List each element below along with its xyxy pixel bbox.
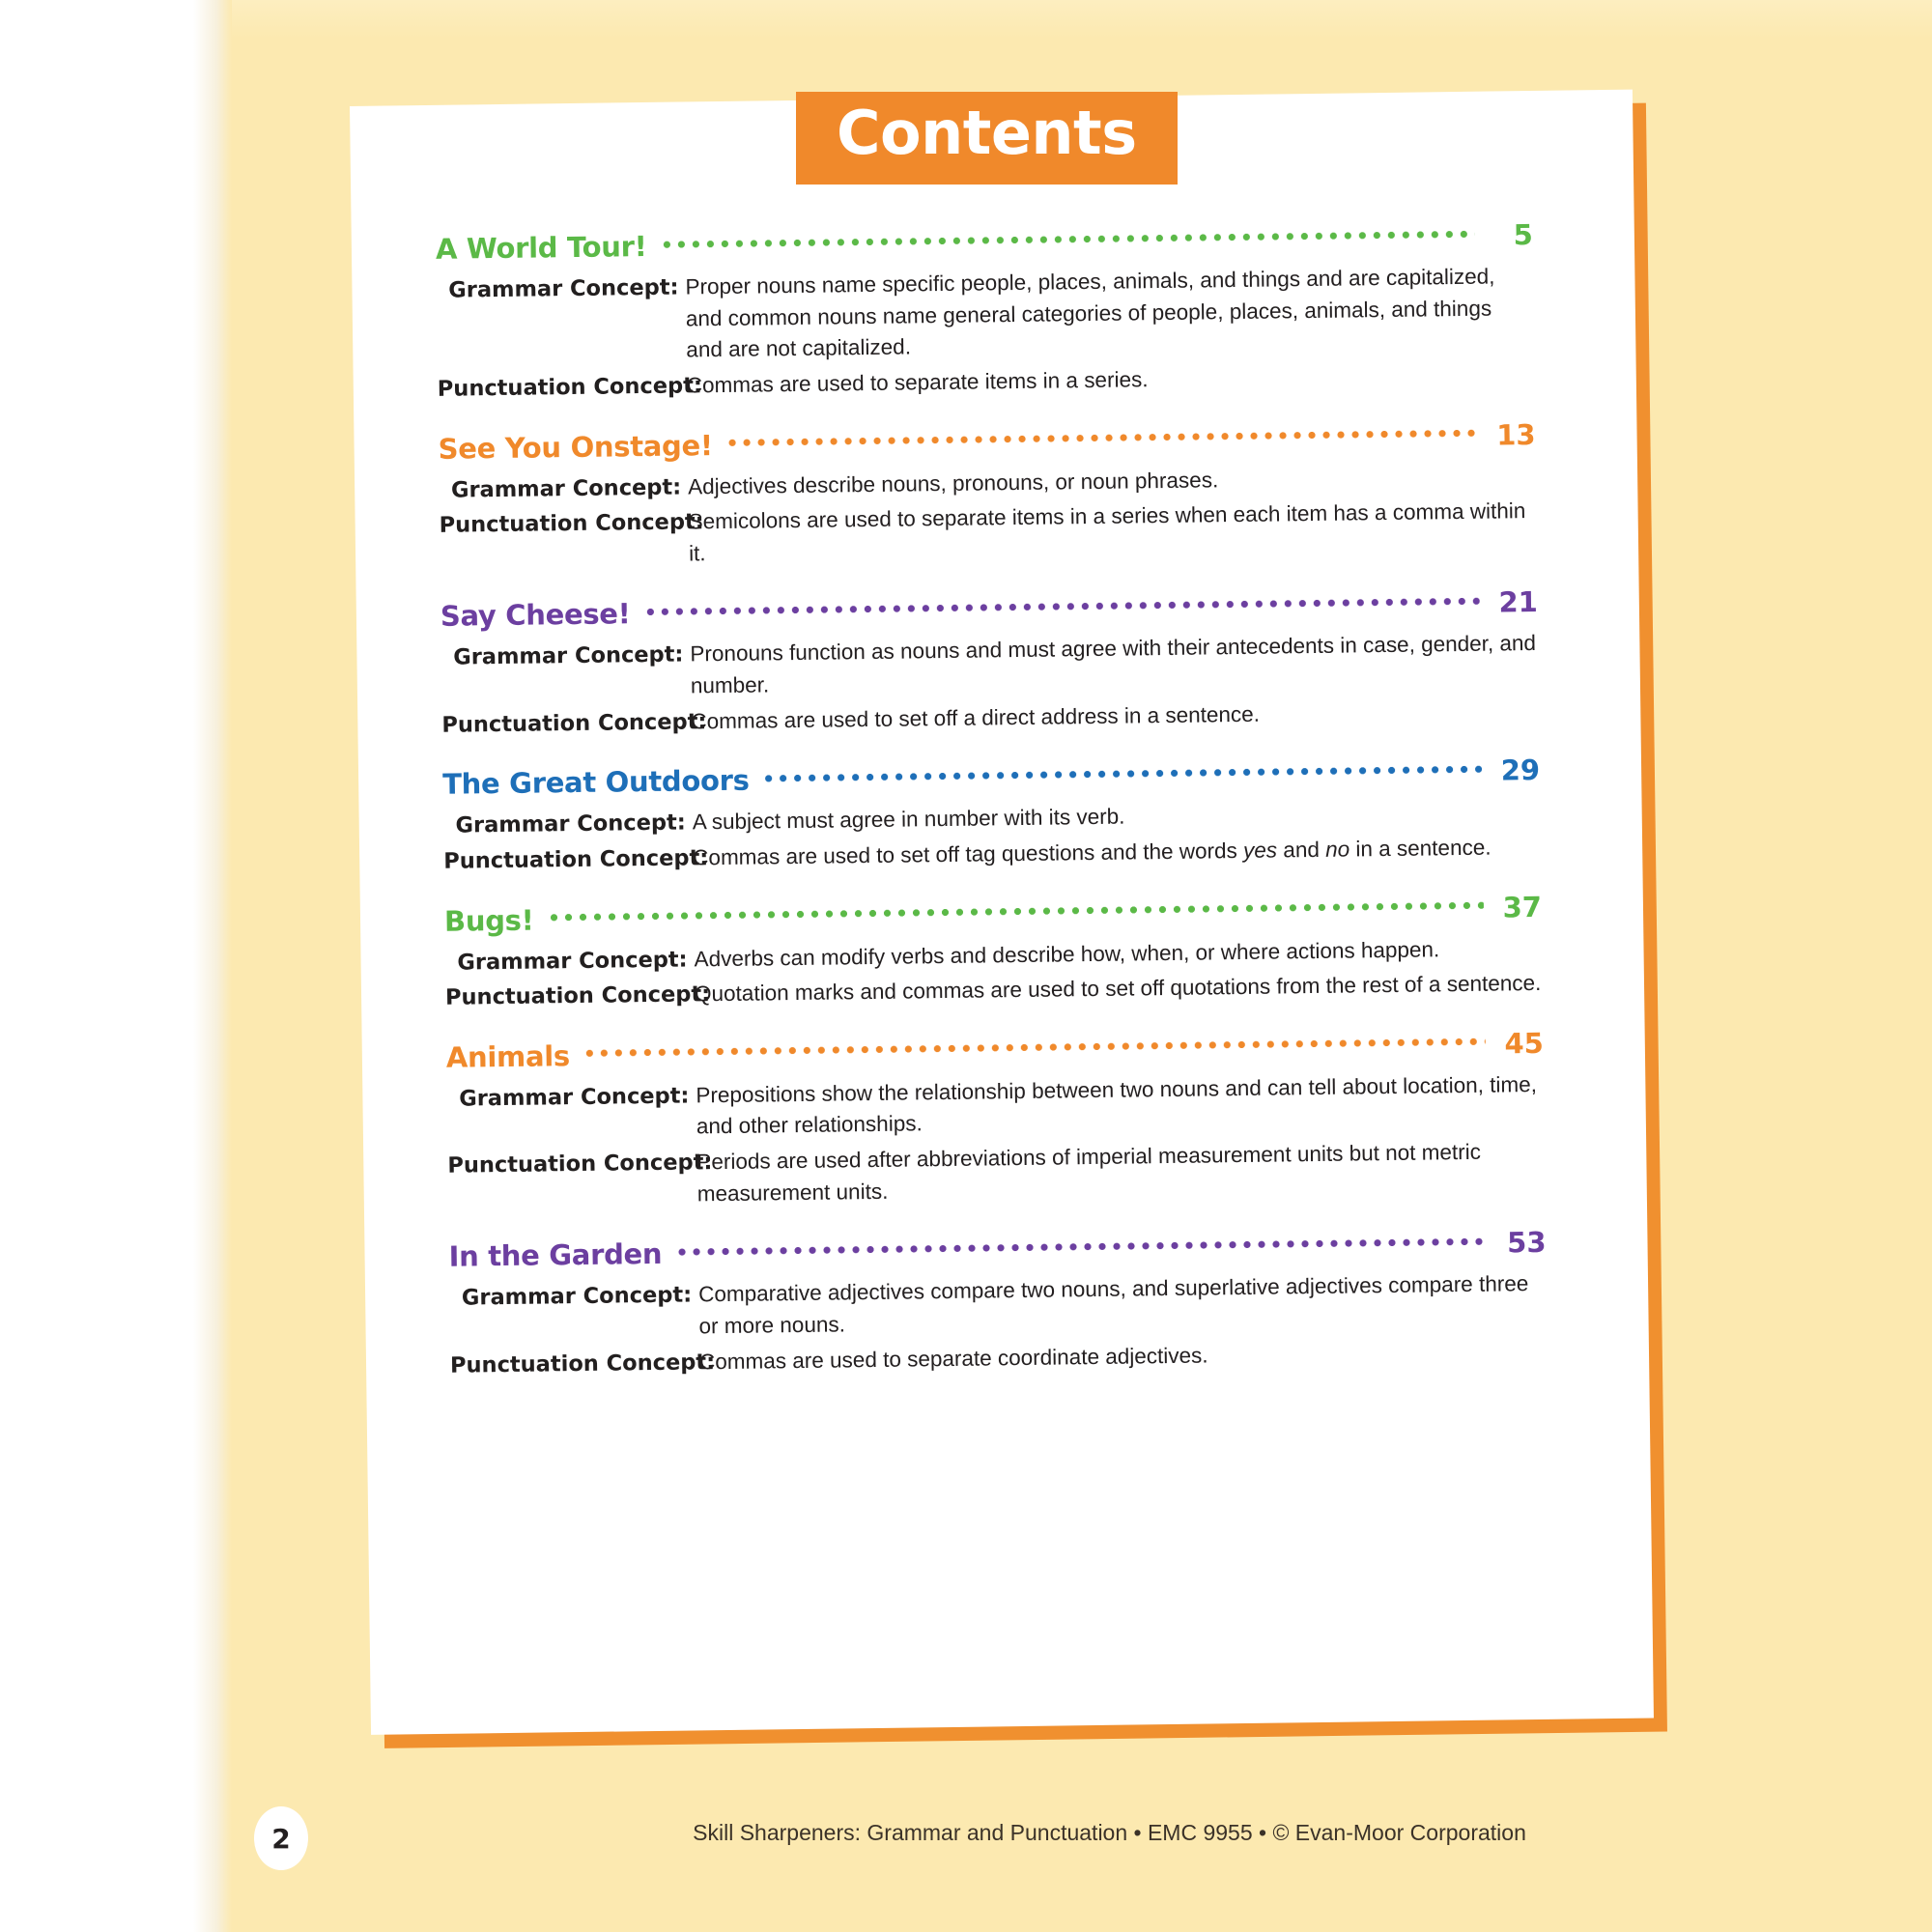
grammar-concept-text: Proper nouns name specific people, places, animals, and things and are capitalized, and common nouns name general categories of people, places, animals, and things and are not capitalized. xyxy=(685,264,1495,362)
toc-entry-page-number[interactable]: 29 xyxy=(1500,753,1541,787)
toc-entry-page-number[interactable]: 53 xyxy=(1506,1226,1547,1260)
grammar-concept-row xyxy=(436,261,1534,370)
toc-entry-title[interactable]: A World Tour! xyxy=(435,229,647,266)
contents-title-banner xyxy=(796,92,1178,185)
toc-entry[interactable] xyxy=(438,417,1537,573)
toc-entry-header[interactable] xyxy=(444,890,1542,937)
grammar-concept-label: Grammar Concept: xyxy=(448,274,679,303)
toc-entry-title[interactable]: In the Garden xyxy=(448,1237,663,1274)
grammar-concept-row xyxy=(446,1069,1545,1147)
punctuation-concept-text: Commas are used to set off tag questions and the words yes and no in a sentence. xyxy=(693,835,1492,870)
toc-entry-concepts xyxy=(449,1268,1548,1381)
toc-entry-header[interactable] xyxy=(442,753,1540,801)
toc-entry-page-number[interactable]: 21 xyxy=(1498,585,1539,619)
toc-entry-title[interactable]: Bugs! xyxy=(443,903,534,938)
punctuation-concept-label: Punctuation Concept: xyxy=(443,845,709,874)
punctuation-concept-text: Commas are used to set off a direct address in a sentence. xyxy=(691,701,1261,734)
toc-entry-header[interactable] xyxy=(446,1027,1544,1074)
page-footer xyxy=(229,1806,1932,1874)
page-top-sheen xyxy=(229,0,1932,39)
punctuation-concept-label: Punctuation Concept: xyxy=(449,1349,716,1378)
toc-entry-title[interactable]: Say Cheese! xyxy=(440,597,631,634)
grammar-concept-row xyxy=(440,628,1539,705)
grammar-concept-text: Comparative adjectives compare two nouns, and superlative adjectives compare three or more nouns. xyxy=(697,1271,1529,1339)
dot-leader xyxy=(677,1236,1488,1256)
toc-entry-page-number[interactable]: 45 xyxy=(1504,1026,1545,1061)
toc-entry-header[interactable] xyxy=(438,417,1535,465)
dot-leader xyxy=(585,1037,1486,1058)
punctuation-concept-text: Semicolons are used to separate items in a series when each item has a comma within it. xyxy=(688,498,1526,566)
toc-entry-concepts xyxy=(443,796,1542,877)
punctuation-concept-text: Commas are used to separate items in a series. xyxy=(686,367,1149,398)
toc-entry-header[interactable] xyxy=(448,1226,1546,1273)
grammar-concept-text: Prepositions show the relationship between two nouns and can tell about location, time, and other relationships. xyxy=(696,1071,1538,1139)
toc-entry-page-number[interactable]: 37 xyxy=(1502,890,1543,923)
toc-entry[interactable] xyxy=(440,585,1540,741)
dot-leader xyxy=(662,229,1474,248)
grammar-concept-text: Pronouns function as nouns and must agree with their antecedents in case, gender, and number. xyxy=(690,631,1537,698)
page-number: 2 xyxy=(271,1822,291,1855)
contents-card-wrapper xyxy=(350,106,1646,1748)
page-title: Contents xyxy=(837,98,1137,168)
dot-leader xyxy=(646,597,1480,616)
toc-entry[interactable] xyxy=(436,218,1535,405)
table-of-contents xyxy=(350,90,1649,1382)
toc-entry[interactable] xyxy=(442,753,1541,877)
punctuation-concept-text: Quotation marks and commas are used to set off quotations from the rest of a sentence. xyxy=(694,971,1542,1007)
grammar-concept-text: Adjectives describe nouns, pronouns, or noun phrases. xyxy=(688,467,1219,498)
toc-entry-concepts xyxy=(446,1069,1546,1213)
toc-entry-page-number[interactable]: 13 xyxy=(1495,417,1536,451)
dot-leader xyxy=(549,901,1484,923)
toc-entry[interactable] xyxy=(448,1226,1548,1381)
toc-entry-concepts xyxy=(444,932,1543,1013)
punctuation-concept-label: Punctuation Concept: xyxy=(441,708,707,738)
book-gutter xyxy=(193,0,232,1932)
toc-entry-header[interactable] xyxy=(436,218,1533,266)
toc-entry[interactable] xyxy=(446,1027,1546,1213)
toc-entry-title[interactable]: Animals xyxy=(445,1038,571,1074)
grammar-concept-label: Grammar Concept: xyxy=(457,947,688,976)
toc-entry-concepts xyxy=(436,261,1535,405)
punctuation-concept-text: Commas are used to separate coordinate adjectives. xyxy=(698,1342,1208,1374)
grammar-concept-text: A subject must agree in number with its verb. xyxy=(692,804,1125,835)
footer-credit: Skill Sharpeners: Grammar and Punctuation • EMC 9955 • © Evan-Moor Corporation xyxy=(693,1820,1526,1845)
grammar-concept-label: Grammar Concept: xyxy=(455,810,686,838)
contents-card xyxy=(350,90,1654,1735)
punctuation-concept-row xyxy=(447,1136,1546,1213)
grammar-concept-row xyxy=(449,1268,1548,1346)
dot-leader xyxy=(765,764,1483,782)
punctuation-concept-label: Punctuation Concept: xyxy=(437,373,703,402)
toc-entry-concepts xyxy=(439,460,1537,573)
grammar-concept-label: Grammar Concept: xyxy=(461,1282,693,1311)
toc-entry-title[interactable]: See You Onstage! xyxy=(438,428,714,466)
toc-entry-concepts xyxy=(440,628,1539,741)
grammar-concept-label: Grammar Concept: xyxy=(459,1083,690,1112)
punctuation-concept-label: Punctuation Concept: xyxy=(447,1150,713,1179)
grammar-concept-label: Grammar Concept: xyxy=(450,474,682,503)
punctuation-concept-label: Punctuation Concept: xyxy=(444,981,711,1010)
grammar-concept-label: Grammar Concept: xyxy=(453,641,684,671)
toc-entry-page-number[interactable]: 5 xyxy=(1513,217,1534,252)
punctuation-concept-text: Periods are used after abbreviations of imperial measurement units but not metric measurement units. xyxy=(696,1139,1482,1207)
toc-entry-header[interactable] xyxy=(440,585,1538,633)
toc-entry[interactable] xyxy=(444,890,1543,1013)
punctuation-concept-label: Punctuation Concept: xyxy=(439,509,704,538)
dot-leader xyxy=(728,429,1478,447)
grammar-concept-text: Adverbs can modify verbs and describe how, when, or where actions happen. xyxy=(694,936,1440,971)
toc-entry-title[interactable]: The Great Outdoors xyxy=(441,763,750,802)
punctuation-concept-row xyxy=(439,496,1537,573)
